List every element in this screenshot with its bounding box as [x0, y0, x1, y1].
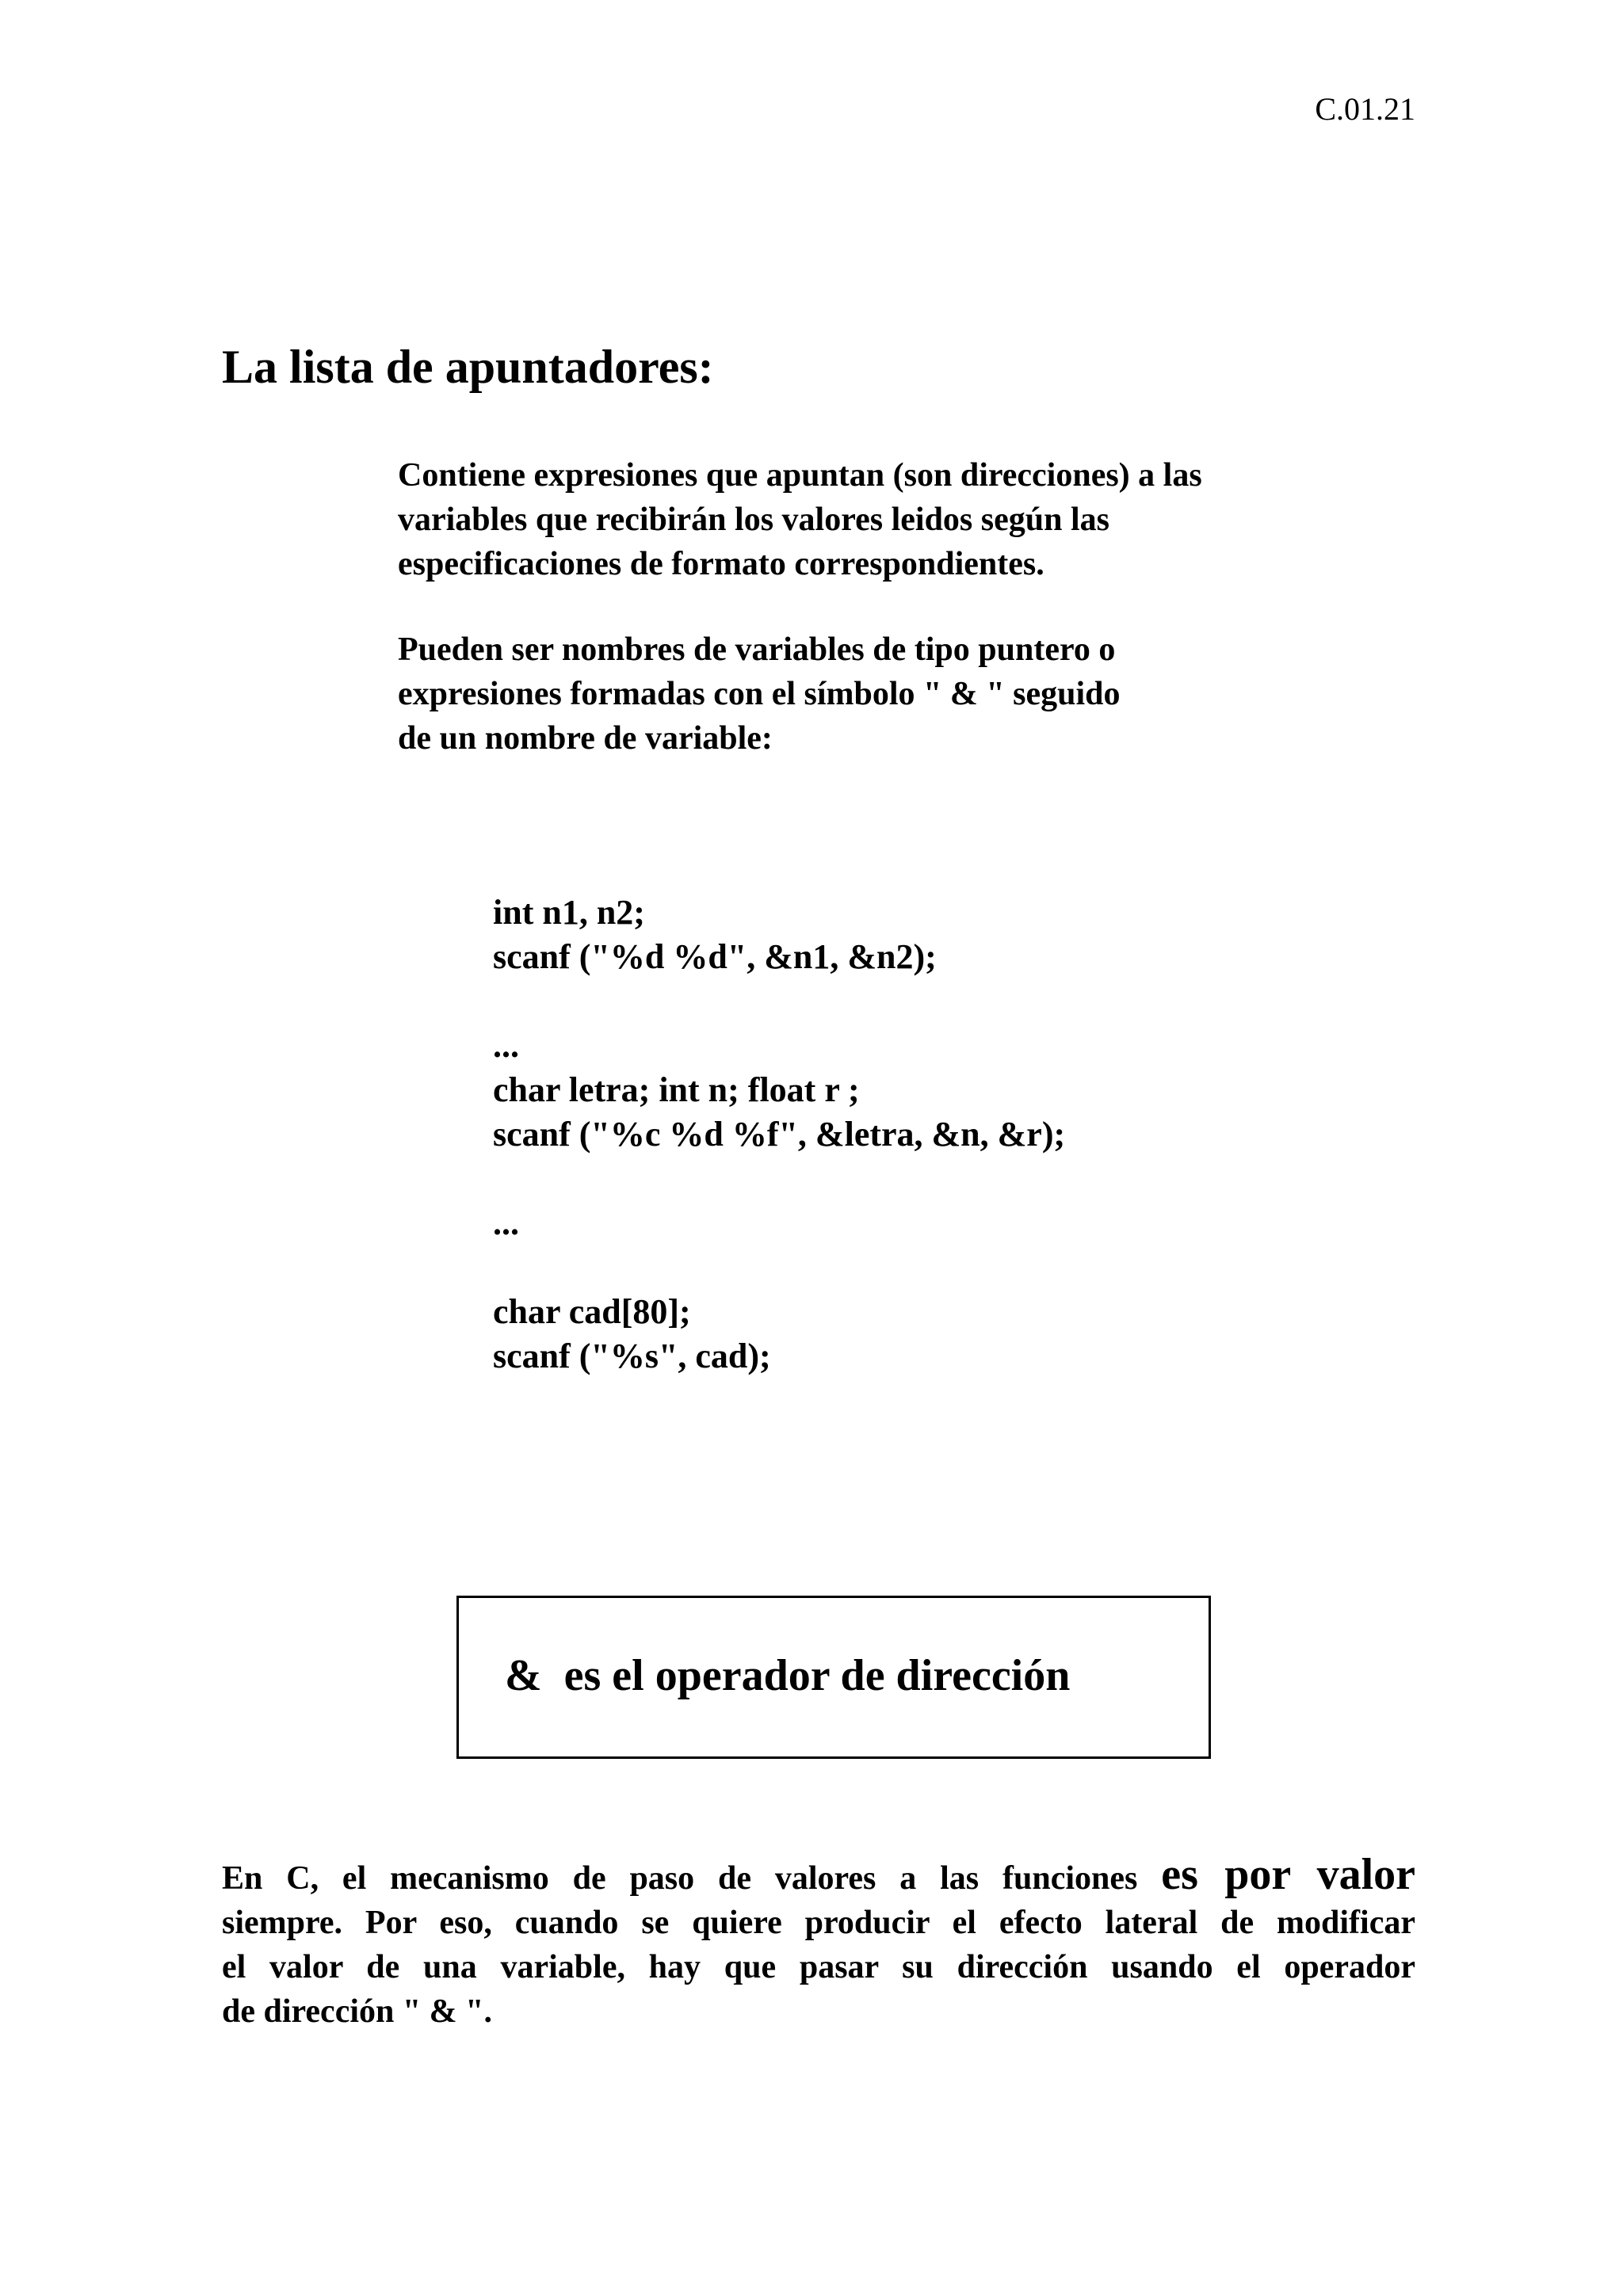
closing-line-1 [222, 1852, 1415, 1901]
code-line-blank [493, 1157, 1065, 1201]
code-line: char cad[80]; [493, 1292, 691, 1331]
intro-paragraph [398, 453, 1202, 586]
paragraph-line: expresiones formadas con el símbolo " & " seguido [398, 676, 1121, 712]
code-line-blank [493, 1245, 1065, 1290]
pointer-description-paragraph [398, 627, 1121, 761]
closing-paragraph [222, 1852, 1415, 2034]
callout-box [456, 1596, 1211, 1759]
code-ellipsis: ... [493, 1026, 519, 1065]
page-code: C.01.21 [1315, 91, 1415, 127]
paragraph-line: Pueden ser nombres de variables de tipo puntero o [398, 631, 1116, 668]
paragraph-line: Contiene expresiones que apuntan (son direcciones) a las [398, 457, 1202, 494]
section-title: La lista de apuntadores: [222, 341, 714, 393]
closing-line-text: En C, el mecanismo de paso de valores a las funciones [222, 1860, 1138, 1897]
closing-line-2: siempre. Por eso, cuando se quiere producir el efecto lateral de modificar [222, 1905, 1415, 1941]
code-line: int n1, n2; [493, 893, 645, 932]
code-example [493, 891, 1065, 1379]
code-ellipsis: ... [493, 1203, 519, 1242]
code-line-blank [493, 979, 1065, 1024]
code-line: scanf ("%s", cad); [493, 1337, 771, 1375]
closing-line-4: de dirección " & ". [222, 1993, 492, 2030]
code-line: scanf ("%d %d", &n1, &n2); [493, 937, 937, 976]
code-line: scanf ("%c %d %f", &letra, &n, &r); [493, 1115, 1066, 1154]
paragraph-line: variables que recibirán los valores leidos según las [398, 502, 1109, 538]
code-line: char letra; int n; float r ; [493, 1070, 860, 1109]
emphasis-text: es por valor [1161, 1850, 1415, 1899]
paragraph-line: de un nombre de variable: [398, 720, 773, 757]
closing-line-3: el valor de una variable, hay que pasar su dirección usando el operador [222, 1949, 1415, 1985]
callout-text: & es el operador de dirección [505, 1651, 1071, 1700]
paragraph-line: especificaciones de formato correspondientes. [398, 546, 1044, 582]
